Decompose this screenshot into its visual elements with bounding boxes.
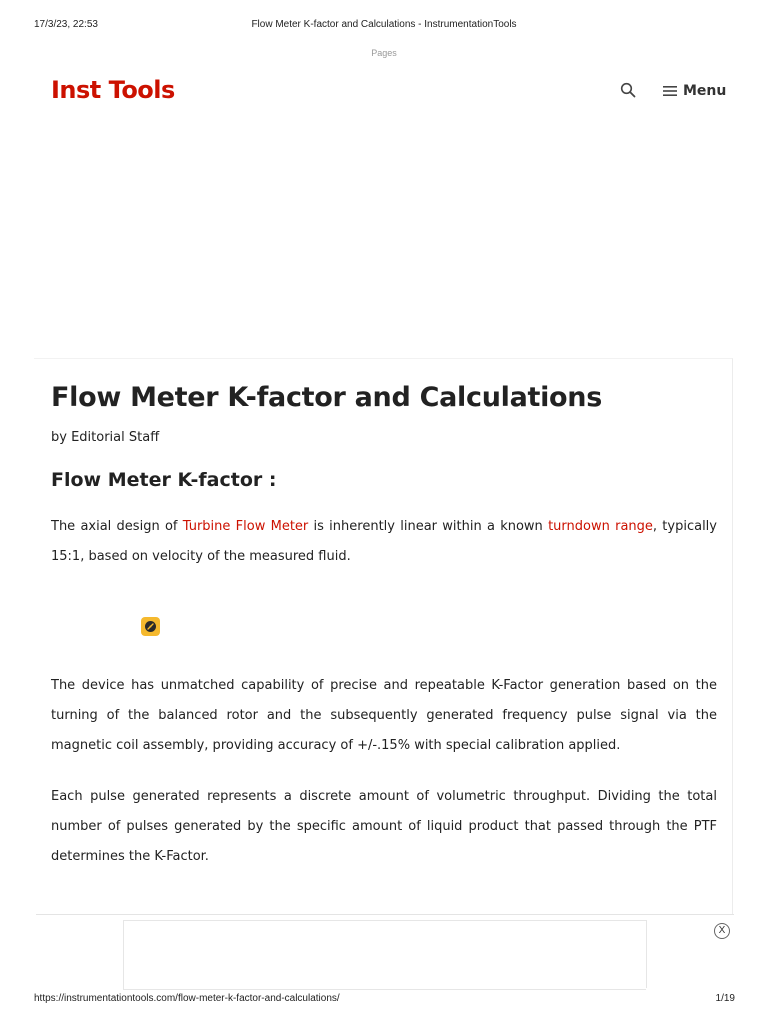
print-datetime: 17/3/23, 22:53: [34, 19, 98, 30]
search-button[interactable]: [620, 82, 638, 100]
bottom-ad-banner[interactable]: [123, 920, 646, 990]
hamburger-icon: [663, 85, 677, 97]
print-header: [0, 14, 768, 28]
article-paragraph-3: Each pulse generated represents a discrete amount of volumetric throughput. Dividing the total number of pulses generated by the specific amount of liquid product that passed through the PTF determines the K-Factor.: [51, 789, 717, 864]
print-footer: [0, 991, 768, 1005]
ad-space: [34, 120, 734, 350]
close-ad-button[interactable]: X: [714, 923, 730, 939]
turbine-flow-meter-link[interactable]: Turbine Flow Meter: [182, 519, 309, 534]
embed-placeholder[interactable]: [141, 617, 160, 636]
page-indicator: 1/19: [715, 993, 735, 1004]
turndown-range-link[interactable]: turndown range: [548, 519, 653, 534]
print-url: https://instrumentationtools.com/flow-meter-k-factor-and-calculations/: [34, 993, 340, 1004]
para1-text-3: , typically 15:1, based on velocity of the measured fluid.: [51, 519, 717, 564]
site-logo[interactable]: Inst Tools: [51, 76, 175, 104]
search-icon: [620, 82, 636, 98]
article-paragraph-2: The device has unmatched capability of precise and repeatable K-Factor generation based on the turning of the balanced rotor and the subsequently generated frequency pulse signal via the magnetic coil assembly, providing accuracy of +/-.15% with special calibration applied.: [51, 678, 717, 753]
para1-text-2: is inherently linear within a known: [308, 519, 549, 534]
divider: [36, 914, 734, 915]
menu-button[interactable]: [663, 82, 726, 100]
article-title: Flow Meter K-factor and Calculations: [51, 382, 602, 413]
pages-label: Pages: [371, 48, 397, 58]
bottom-ad-edge: [574, 920, 647, 988]
section-heading: Flow Meter K-factor :: [51, 469, 277, 491]
para1-text-1: The axial design of: [51, 519, 183, 534]
menu-label: Menu: [683, 83, 727, 99]
article-paragraph-1: [51, 512, 717, 572]
compass-icon: [144, 620, 157, 633]
byline: by Editorial Staff: [51, 430, 160, 445]
print-document-title: Flow Meter K-factor and Calculations - InstrumentationTools: [251, 19, 517, 30]
